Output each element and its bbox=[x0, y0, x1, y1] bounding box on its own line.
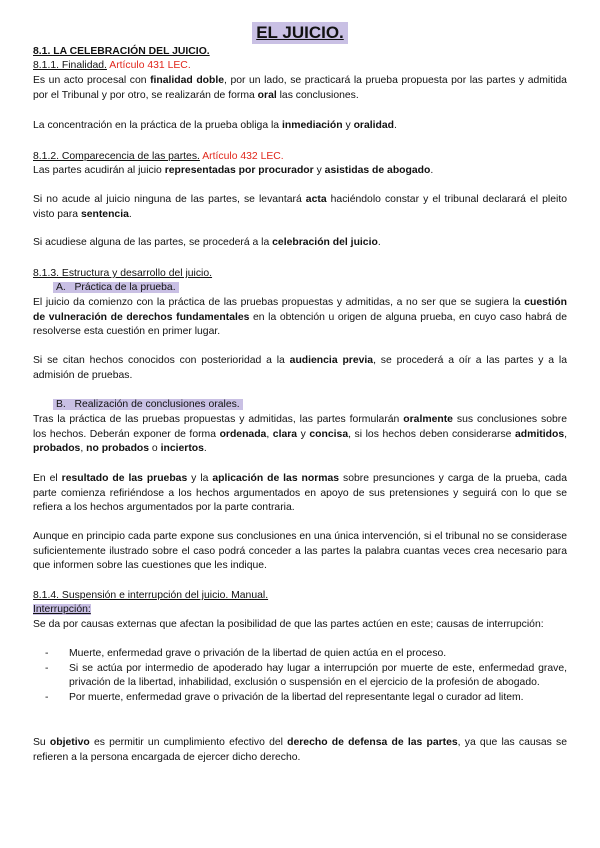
subsection-b-highlight bbox=[53, 399, 243, 410]
paragraph bbox=[33, 119, 567, 134]
bold-text: audiencia previa bbox=[289, 355, 374, 366]
text-run: las conclusiones. bbox=[276, 89, 359, 101]
bold-text: aplicación de las normas bbox=[212, 473, 340, 484]
bold-text: no probados bbox=[86, 443, 150, 455]
paragraph bbox=[33, 472, 567, 516]
text-run: . bbox=[128, 208, 132, 220]
bold-text: inciertos bbox=[160, 443, 204, 455]
text-run: Si se citan hechos conocidos con posterioridad a la bbox=[33, 355, 290, 366]
bold-text: oralidad bbox=[353, 120, 394, 131]
interruption-heading: Interrupción: bbox=[33, 604, 91, 615]
subsection-a-title: Práctica de la prueba. bbox=[74, 282, 176, 293]
text-run: . bbox=[203, 443, 207, 455]
title-wrap bbox=[0, 22, 600, 44]
bold-text: representadas por procurador bbox=[164, 165, 314, 176]
subsection-b-heading bbox=[53, 398, 243, 413]
section-8-1-2-heading: 8.1.2. Comparecencia de las partes. bbox=[33, 151, 200, 162]
section-8-1-heading: 8.1. LA CELEBRACIÓN DEL JUICIO. bbox=[33, 46, 210, 57]
section-8-1-1-heading: 8.1.1. Finalidad. bbox=[33, 60, 107, 71]
section-8-1-3-heading: 8.1.3. Estructura y desarrollo del juicio. bbox=[33, 268, 213, 279]
subsection-b-label: B. bbox=[56, 399, 66, 410]
bold-text: oralmente bbox=[403, 414, 453, 425]
bold-text: probados bbox=[33, 443, 81, 455]
list-item: - Si se actúa por intermedio de apoderado hay lugar a interrupción por muerte de este, enfermedad grave, privación de la libertad, inhabilidad, exclusión o suspensión en el ejercicio de la profesión de abogado. bbox=[33, 662, 567, 691]
text-run: Tras la práctica de las pruebas propuestas y admitidas, las partes formularán bbox=[33, 414, 404, 425]
paragraph bbox=[33, 296, 567, 340]
paragraph bbox=[33, 164, 567, 179]
page-title: EL JUICIO. bbox=[252, 22, 348, 44]
text-run: . bbox=[430, 165, 434, 176]
bold-text: inmediación bbox=[281, 120, 343, 131]
section-8-1-4-heading: 8.1.4. Suspensión e interrupción del juicio. Manual. bbox=[33, 590, 269, 601]
text-run: Aunque en principio cada parte expone sus conclusiones en una única intervención, si el tribunal no se considerase suficientemente ilustrado sobre el caso podrá conceder a las partes la palabra cuantas veces crea necesario para que informen sobre las cuestiones que les indique. bbox=[33, 531, 567, 572]
bold-text: derecho de defensa de las partes bbox=[287, 737, 458, 748]
section-8-1-2-heading-line bbox=[33, 150, 567, 165]
paragraph bbox=[33, 354, 567, 383]
subsection-a-highlight bbox=[53, 282, 179, 293]
text-run: y bbox=[342, 120, 354, 131]
interruption-causes-list bbox=[33, 647, 567, 705]
interruption-heading-wrap bbox=[33, 603, 567, 618]
text-run: Su bbox=[33, 737, 50, 748]
bold-text: sentencia bbox=[80, 208, 129, 220]
bold-text: ordenada bbox=[219, 428, 267, 440]
text-run: , se procederá a oír a las partes y a la admisión de pruebas. bbox=[33, 355, 567, 381]
text-run: Si no acude al juicio ninguna de las partes, se levantará bbox=[33, 194, 306, 205]
bold-text: resultado de las pruebas bbox=[61, 473, 188, 484]
bold-text: objetivo bbox=[49, 737, 90, 748]
bold-text: celebración del juicio bbox=[272, 237, 378, 248]
text-run: y bbox=[297, 428, 310, 440]
paragraph bbox=[33, 236, 567, 251]
text-run: sobre presunciones y carga de la prueba, cada parte comienza refiriéndose a los hechos argumentados en apoyo de sus pretensiones y seguirá con lo que se refiera a los hechos argumentados por la parte contraria. bbox=[33, 473, 567, 514]
paragraph bbox=[33, 74, 567, 103]
bold-text: finalidad doble bbox=[150, 75, 225, 86]
list-item: - Muerte, enfermedad grave o privación de la libertad de quien actúa en el proceso. bbox=[33, 647, 567, 662]
text-run: es permitir un cumplimiento efectivo del bbox=[89, 737, 288, 748]
subsection-a-label: A. bbox=[56, 282, 66, 293]
text-run: . bbox=[394, 120, 397, 131]
text-run: , si los hechos deben considerarse bbox=[348, 428, 516, 440]
paragraph bbox=[33, 530, 567, 574]
text-run: , bbox=[266, 428, 273, 440]
text-run: haciéndolo constar y el tribunal declarará el pleito visto para bbox=[33, 194, 567, 220]
section-8-1-1-ref: Artículo 431 LEC. bbox=[109, 60, 191, 71]
text-run: o bbox=[149, 443, 161, 455]
text-run: y bbox=[313, 165, 325, 176]
text-run: Se da por causas externas que afectan la posibilidad de que las partes actúen en este; causas de interrupción: bbox=[33, 619, 544, 630]
text-run: , bbox=[564, 428, 567, 440]
text-run: El juicio da comienzo con la práctica de las pruebas propuestas y admitidas, a no ser que se sugiera la bbox=[33, 297, 525, 308]
text-run: sus conclusiones sobre los hechos. Deberán exponer de forma bbox=[33, 414, 567, 440]
paragraph bbox=[33, 618, 567, 633]
text-run: La concentración en la práctica de la prueba obliga la bbox=[33, 120, 282, 131]
text-run: , bbox=[80, 443, 87, 455]
section-8-1-2-ref: Artículo 432 LEC. bbox=[202, 151, 284, 162]
text-run: Las partes acudirán al juicio bbox=[33, 165, 165, 176]
paragraph bbox=[33, 413, 567, 457]
bold-text: clara bbox=[272, 428, 298, 440]
text-run: Si acudiese alguna de las partes, se procederá a la bbox=[33, 237, 273, 248]
text-run: , ya que las causas se refieren a la persona encargada de ejercer dicho derecho. bbox=[33, 737, 567, 763]
paragraph bbox=[33, 736, 567, 765]
text-run: , por un lado, se practicará la prueba propuesta por las partes y admitida por el Tribunal y por otro, se realizarán de forma bbox=[33, 75, 567, 101]
text-run: En el bbox=[33, 473, 62, 484]
text-run: . bbox=[377, 237, 381, 248]
bold-text: admitidos bbox=[515, 428, 565, 440]
subsection-a-heading bbox=[53, 281, 179, 296]
subsection-b-title: Realización de conclusiones orales. bbox=[74, 399, 240, 410]
bold-text: oral bbox=[257, 89, 277, 101]
text-run: y la bbox=[187, 473, 213, 484]
bold-text: acta bbox=[305, 194, 327, 205]
bold-text: asistidas de abogado bbox=[324, 165, 431, 176]
text-run: en la obtención u origen de alguna prueba, en cuyo caso habrá de resolverse esta cuestión en primer lugar. bbox=[33, 311, 567, 338]
text-run: Es un acto procesal con bbox=[33, 75, 151, 86]
section-8-1-1-heading-line bbox=[33, 59, 567, 74]
paragraph bbox=[33, 193, 567, 222]
bold-text: cuestión de vulneración de derechos fundamentales bbox=[33, 297, 567, 323]
bold-text: concisa bbox=[309, 428, 349, 440]
list-item: - Por muerte, enfermedad grave o privación de la libertad del representante legal o curador ad litem. bbox=[33, 691, 567, 706]
